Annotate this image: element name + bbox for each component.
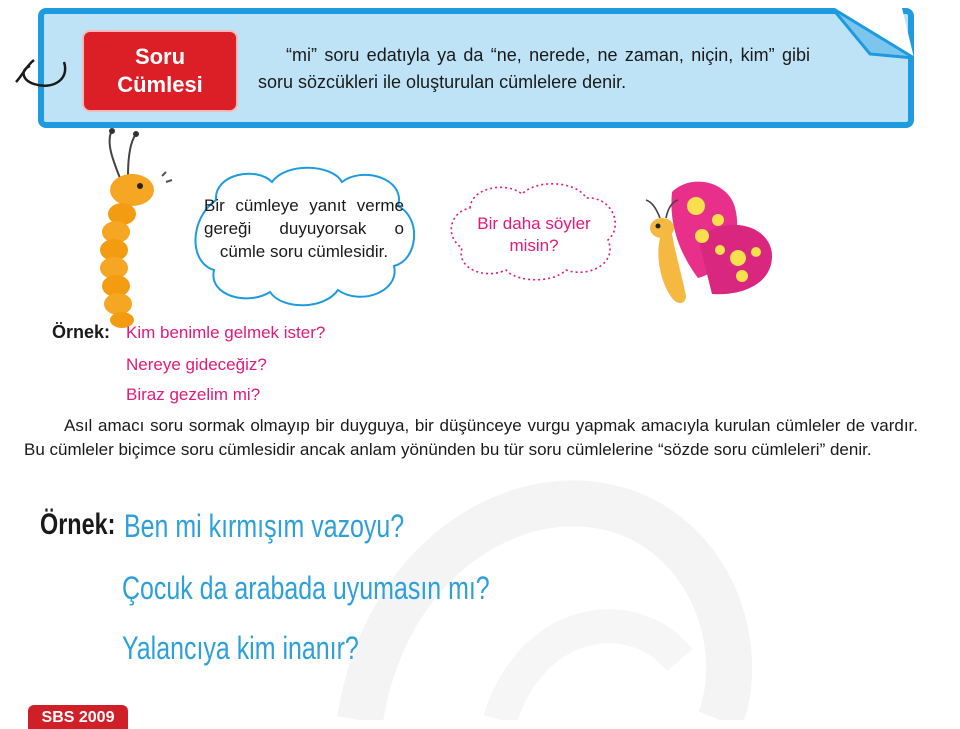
page-fold-corner <box>832 8 914 64</box>
sbs-exam-tag: SBS 2009 <box>28 705 128 729</box>
title-line-2: Cümlesi <box>117 72 203 97</box>
definition-text: “mi” soru edatıyla ya da “ne, nerede, ne zaman, niçin, kim” gibi soru sözcükleri ile oluşturulan cümlelere denir. <box>258 45 810 92</box>
example-2-label: Örnek: <box>40 508 116 541</box>
butterfly-illustration <box>632 172 778 322</box>
example-2-line-3: Yalancıya kim inanır? <box>122 630 359 666</box>
caterpillar-speech-text: Bir cümleye yanıt verme gereği duyuyorsak o cümle soru cümlesidir. <box>204 196 404 261</box>
hook-decoration <box>12 52 72 92</box>
example-1-label: Örnek: <box>52 322 111 342</box>
explanation-paragraph: Asıl amacı soru sormak olmayıp bir duyguya, bir düşünceye vurgu yapmak amacıyla kurulan cümleler de vardır. Bu cümleler biçimce soru cümlesidir ancak anlam yönünden bu tür soru cümlelerine “sözde soru cümleleri” denir. <box>24 416 918 459</box>
butterfly-speech-line-2: misin? <box>509 236 559 255</box>
example-1-line-1: Kim benimle gelmek ister? <box>126 323 326 342</box>
butterfly-speech-line-1: Bir daha söyler <box>477 214 591 233</box>
example-2-line-1: Ben mi kırmışım vazoyu? <box>124 508 405 544</box>
example-2-line-2: Çocuk da arabada uyumasın mı? <box>122 570 490 606</box>
example-1-line-3: Biraz gezelim mi? <box>126 385 261 404</box>
example-1-line-2: Nereye gideceğiz? <box>126 355 267 374</box>
title-line-1: Soru <box>134 44 186 69</box>
butterfly-speech-text <box>462 213 606 257</box>
definition-title-badge <box>82 30 238 112</box>
